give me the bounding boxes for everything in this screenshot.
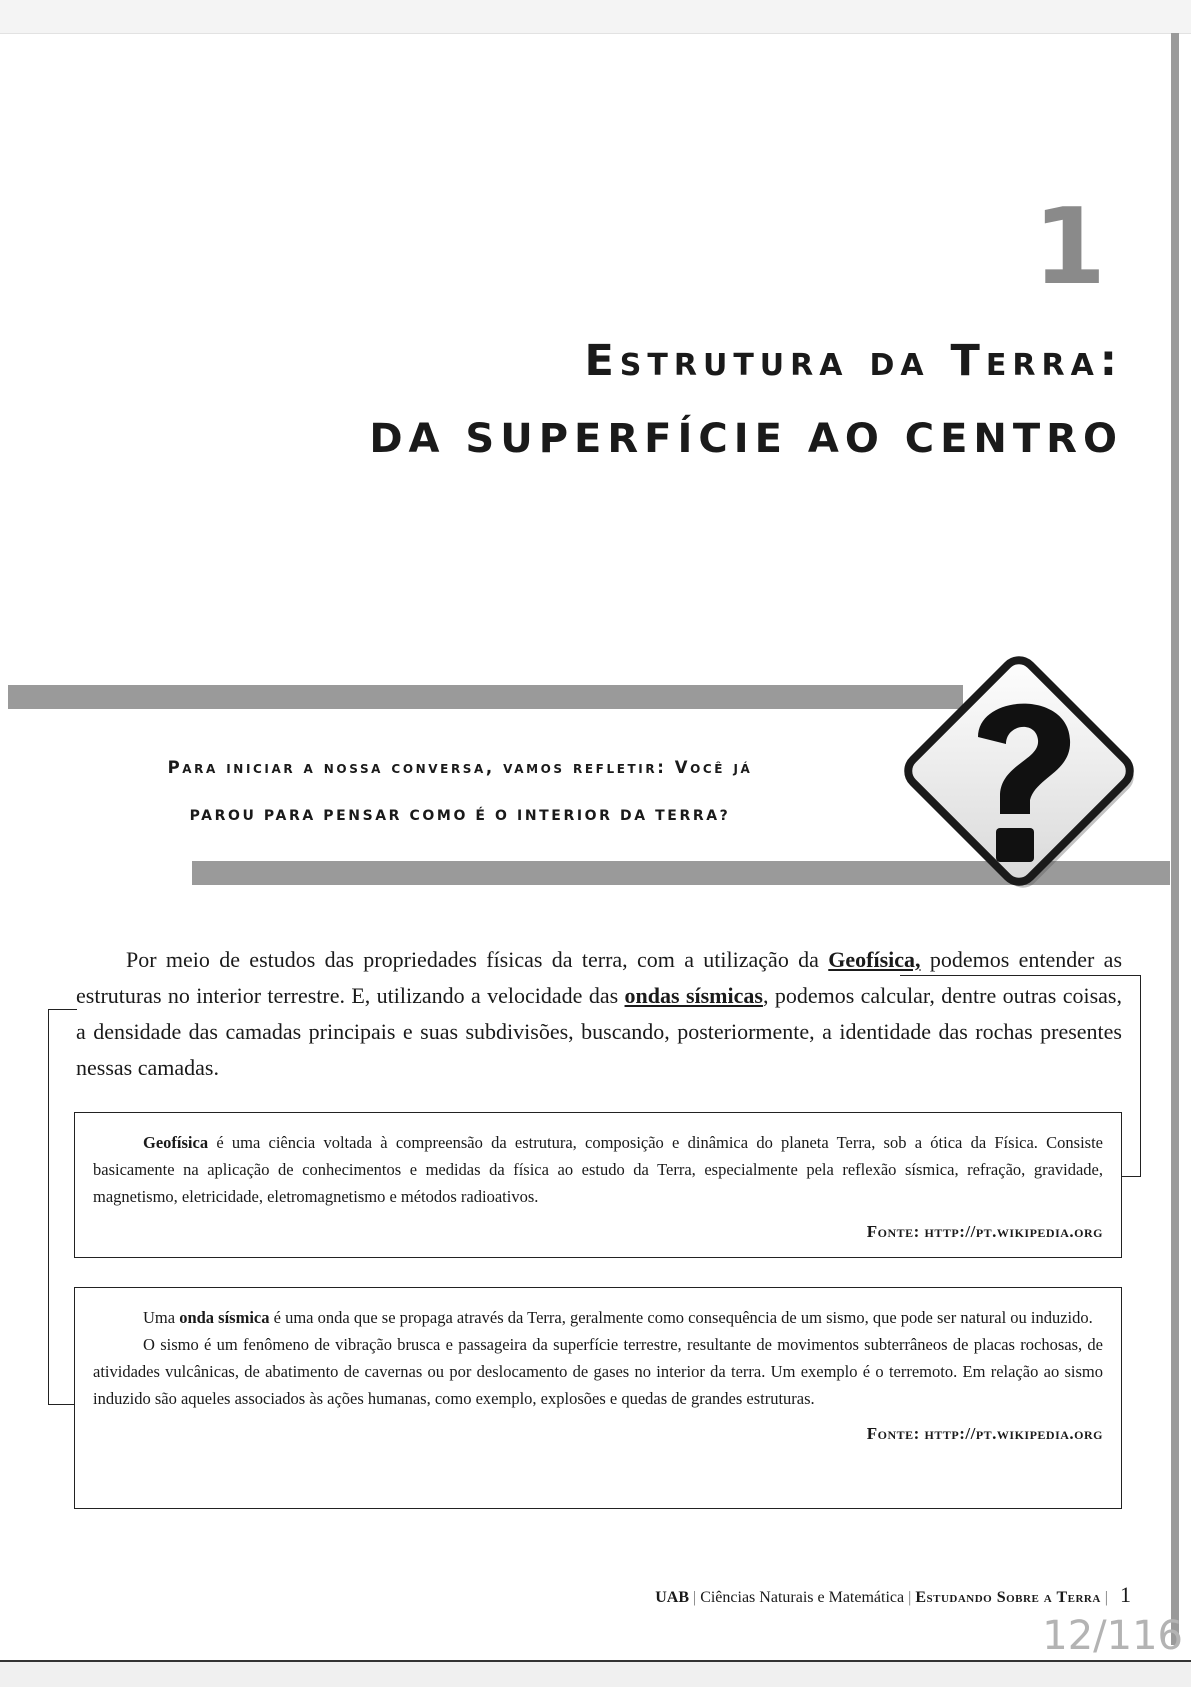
question-mark-diamond-icon <box>878 632 1168 922</box>
source-citation: Fonte: http://pt.wikipedia.org <box>866 1424 1103 1443</box>
viewer-bottom-bar <box>0 1660 1191 1687</box>
viewer-scrollbar[interactable] <box>1171 33 1179 1645</box>
page-footer: UAB | Ciências Naturais e Matemática | Estudando Sobre a Terra | 1 <box>655 1582 1131 1607</box>
reflection-question <box>60 744 860 840</box>
box-paragraph: O sismo é um fenômeno de vibração brusca e passageira da superfície terrestre, resultante de movimentos subterrâneos de placas rochosas, de atividades vulcânicas, de abatimento de cavernas ou por deslocamento de gases no interior da terra. Um exemplo é o terremoto. Em relação ao sismo induzido são aqueles associados às ações humanas, como exemplo, explosões e quedas de grandes estruturas. <box>93 1335 1103 1408</box>
footer-course: Ciências Naturais e Matemática <box>700 1589 905 1606</box>
geofisica-term: Geofísica, <box>828 947 921 972</box>
reflection-question-line2: PAROU PARA PENSAR COMO É O INTERIOR DA TERRA? <box>189 808 731 824</box>
onda-sismica-definition-box: Uma onda sísmica é uma onda que se propaga através da Terra, geralmente como consequência de um sismo, que pode ser natural ou induzido. O sismo é um fenômeno de vibração brusca e passageira da superfície terrestre, resultante de movimentos subterrâneos de placas rochosas, de atividades vulcânicas, de abatimento de cavernas ou por deslocamento de gases no interior da terra. Um exemplo é o terremoto. Em relação ao sismo induzido são aqueles associados às ações humanas, como exemplo, explosões e quedas de grandes estruturas. Fonte: http://pt.wikipedia.org <box>74 1287 1122 1509</box>
chapter-title-line2: DA SUPERFÍCIE AO CENTRO <box>369 416 1123 462</box>
reflection-question-line1: Para iniciar a nossa conversa, vamos refletir: Você já <box>167 758 753 777</box>
geofisica-definition-box: Geofísica é uma ciência voltada à compreensão da estrutura, composição e dinâmica do planeta Terra, sob a ótica da Física. Consiste basicamente na aplicação de conhecimentos e medidas da física ao estudo da Terra, especialmente pela reflexão sísmica, refração, gravidade, magnetismo, eletricidade, eletromagnetismo e métodos radioativos. Fonte: http://pt.wikipedia.org <box>74 1112 1122 1258</box>
chapter-title <box>369 322 1123 478</box>
callout-connector-onda <box>48 1009 77 1405</box>
page-counter: 12/116 <box>1042 1613 1183 1659</box>
viewer-top-bar <box>0 0 1191 34</box>
footer-book-title: Estudando Sobre a Terra <box>915 1589 1101 1606</box>
intro-paragraph: Por meio de estudos das propriedades físicas da terra, com a utilização da Geofísica, podemos entender as estruturas no interior terrestre. E, utilizando a velocidade das ondas sísmicas, podemos calcular, dentre outras coisas, a densidade das camadas principais e suas subdivisões, buscando, posteriormente, a identidade das rochas presentes nessas camadas. <box>76 947 1123 1080</box>
source-citation: Fonte: http://pt.wikipedia.org <box>866 1222 1103 1241</box>
prompt-band-top <box>8 685 963 709</box>
footer-institution: UAB <box>655 1589 689 1606</box>
box-term: Geofísica <box>143 1133 209 1152</box>
chapter-number: 1 <box>1032 186 1106 308</box>
ondas-sismicas-term: ondas sísmicas <box>624 983 763 1008</box>
box-term: onda sísmica <box>179 1308 270 1327</box>
chapter-title-line1: Estrutura da Terra: <box>584 336 1123 386</box>
page-number: 1 <box>1120 1582 1131 1607</box>
